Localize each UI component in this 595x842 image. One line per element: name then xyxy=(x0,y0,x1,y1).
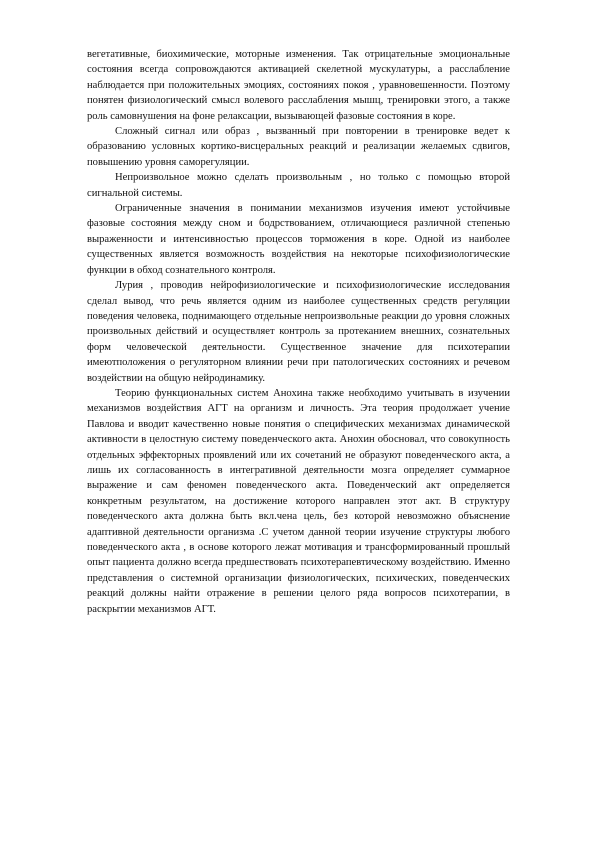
paragraph-2: Сложный сигнал или образ , вызванный при повторении в тренировке ведет к образованию условных кортико-висцеральных реакций и реализации желаемых сдвигов, повышению уровня саморегуляции. xyxy=(87,126,510,168)
paragraph-3: Непроизвольное можно сделать произвольным , но только с помощью второй сигнальной системы. xyxy=(87,172,510,199)
document-page xyxy=(87,47,510,617)
paragraph-5: Лурия , проводив нейрофизиологические и психофизиологические исследования сделал вывод, что речь является одним из наиболее существенных средств регуляции поведения человека, поднимающего отдельные непроизвольные реакции до уровня сложных произвольных действий и осуществляет контроль за протеканием внешних, сознательных форм человеческой деятельности. Существенное значение для психотерапии имеютположения о регуляторном влиянии речи при патологических состояниях и речевом воздействии на общую нейродинамику. xyxy=(87,280,510,384)
paragraph-1: вегетативные, биохимические, моторные изменения. Так отрицательные эмоциональные состояния всегда сопровождаются активацией скелетной мускулатуры, а расслабление наблюдается при положительных эмоциях, состояниях покоя , уравновешенности. Поэтому понятен физиологический смысл волевого расслабления мышц, тренировки этого, а также роль самовнушения на фоне релаксации, вызывающей фазовые состояния в коре. xyxy=(87,49,510,122)
paragraph-6: Теорию функциональных систем Анохина также необходимо учитывать в изучении механизмов воздействия АГТ на организм и личность. Эта теория продолжает учение Павлова и вводит качественно новые понятия о специфических механизмах динамической активности в целостную систему поведенческого акта. Анохин обосновал, что совокупность отдельных эффекторных проявлений или их сочетаний не образуют поведенческого акта, а лишь их согласованность в интегративной деятельности мозга определяет суммарное выражение и сам феномен поведенческого акта. Поведенческий акт определяется конкретным результатом, на достижение которого направлен этот акт. В структуру поведенческого акта должна быть вкл.чена цель, без которой невозможно объяснение адаптивной деятельности организма .С учетом данной теории изучение структуры любого поведенческого акта , в основе которого лежат мотивация и трансформированный прошлый опыт пациента должно всегда предшествовать психотерапевтическому воздействию. Именно представления о системной организации физиологических, психических, поведенческих реакций должны найти отражение в решении целого ряда вопросов психотерапии, в раскрытии механизмов АГТ. xyxy=(87,387,510,615)
paragraph-4: Ограниченные значения в понимании механизмов изучения имеют устойчивые фазовые состояния между сном и бодрствованием, отличающиеся различной степенью выраженности и интенсивностью процессов торможения в коре. Одной из наиболее существенных является возможность воздействия на некоторые психофизиологические функции в обход сознательного контроля. xyxy=(87,203,510,276)
